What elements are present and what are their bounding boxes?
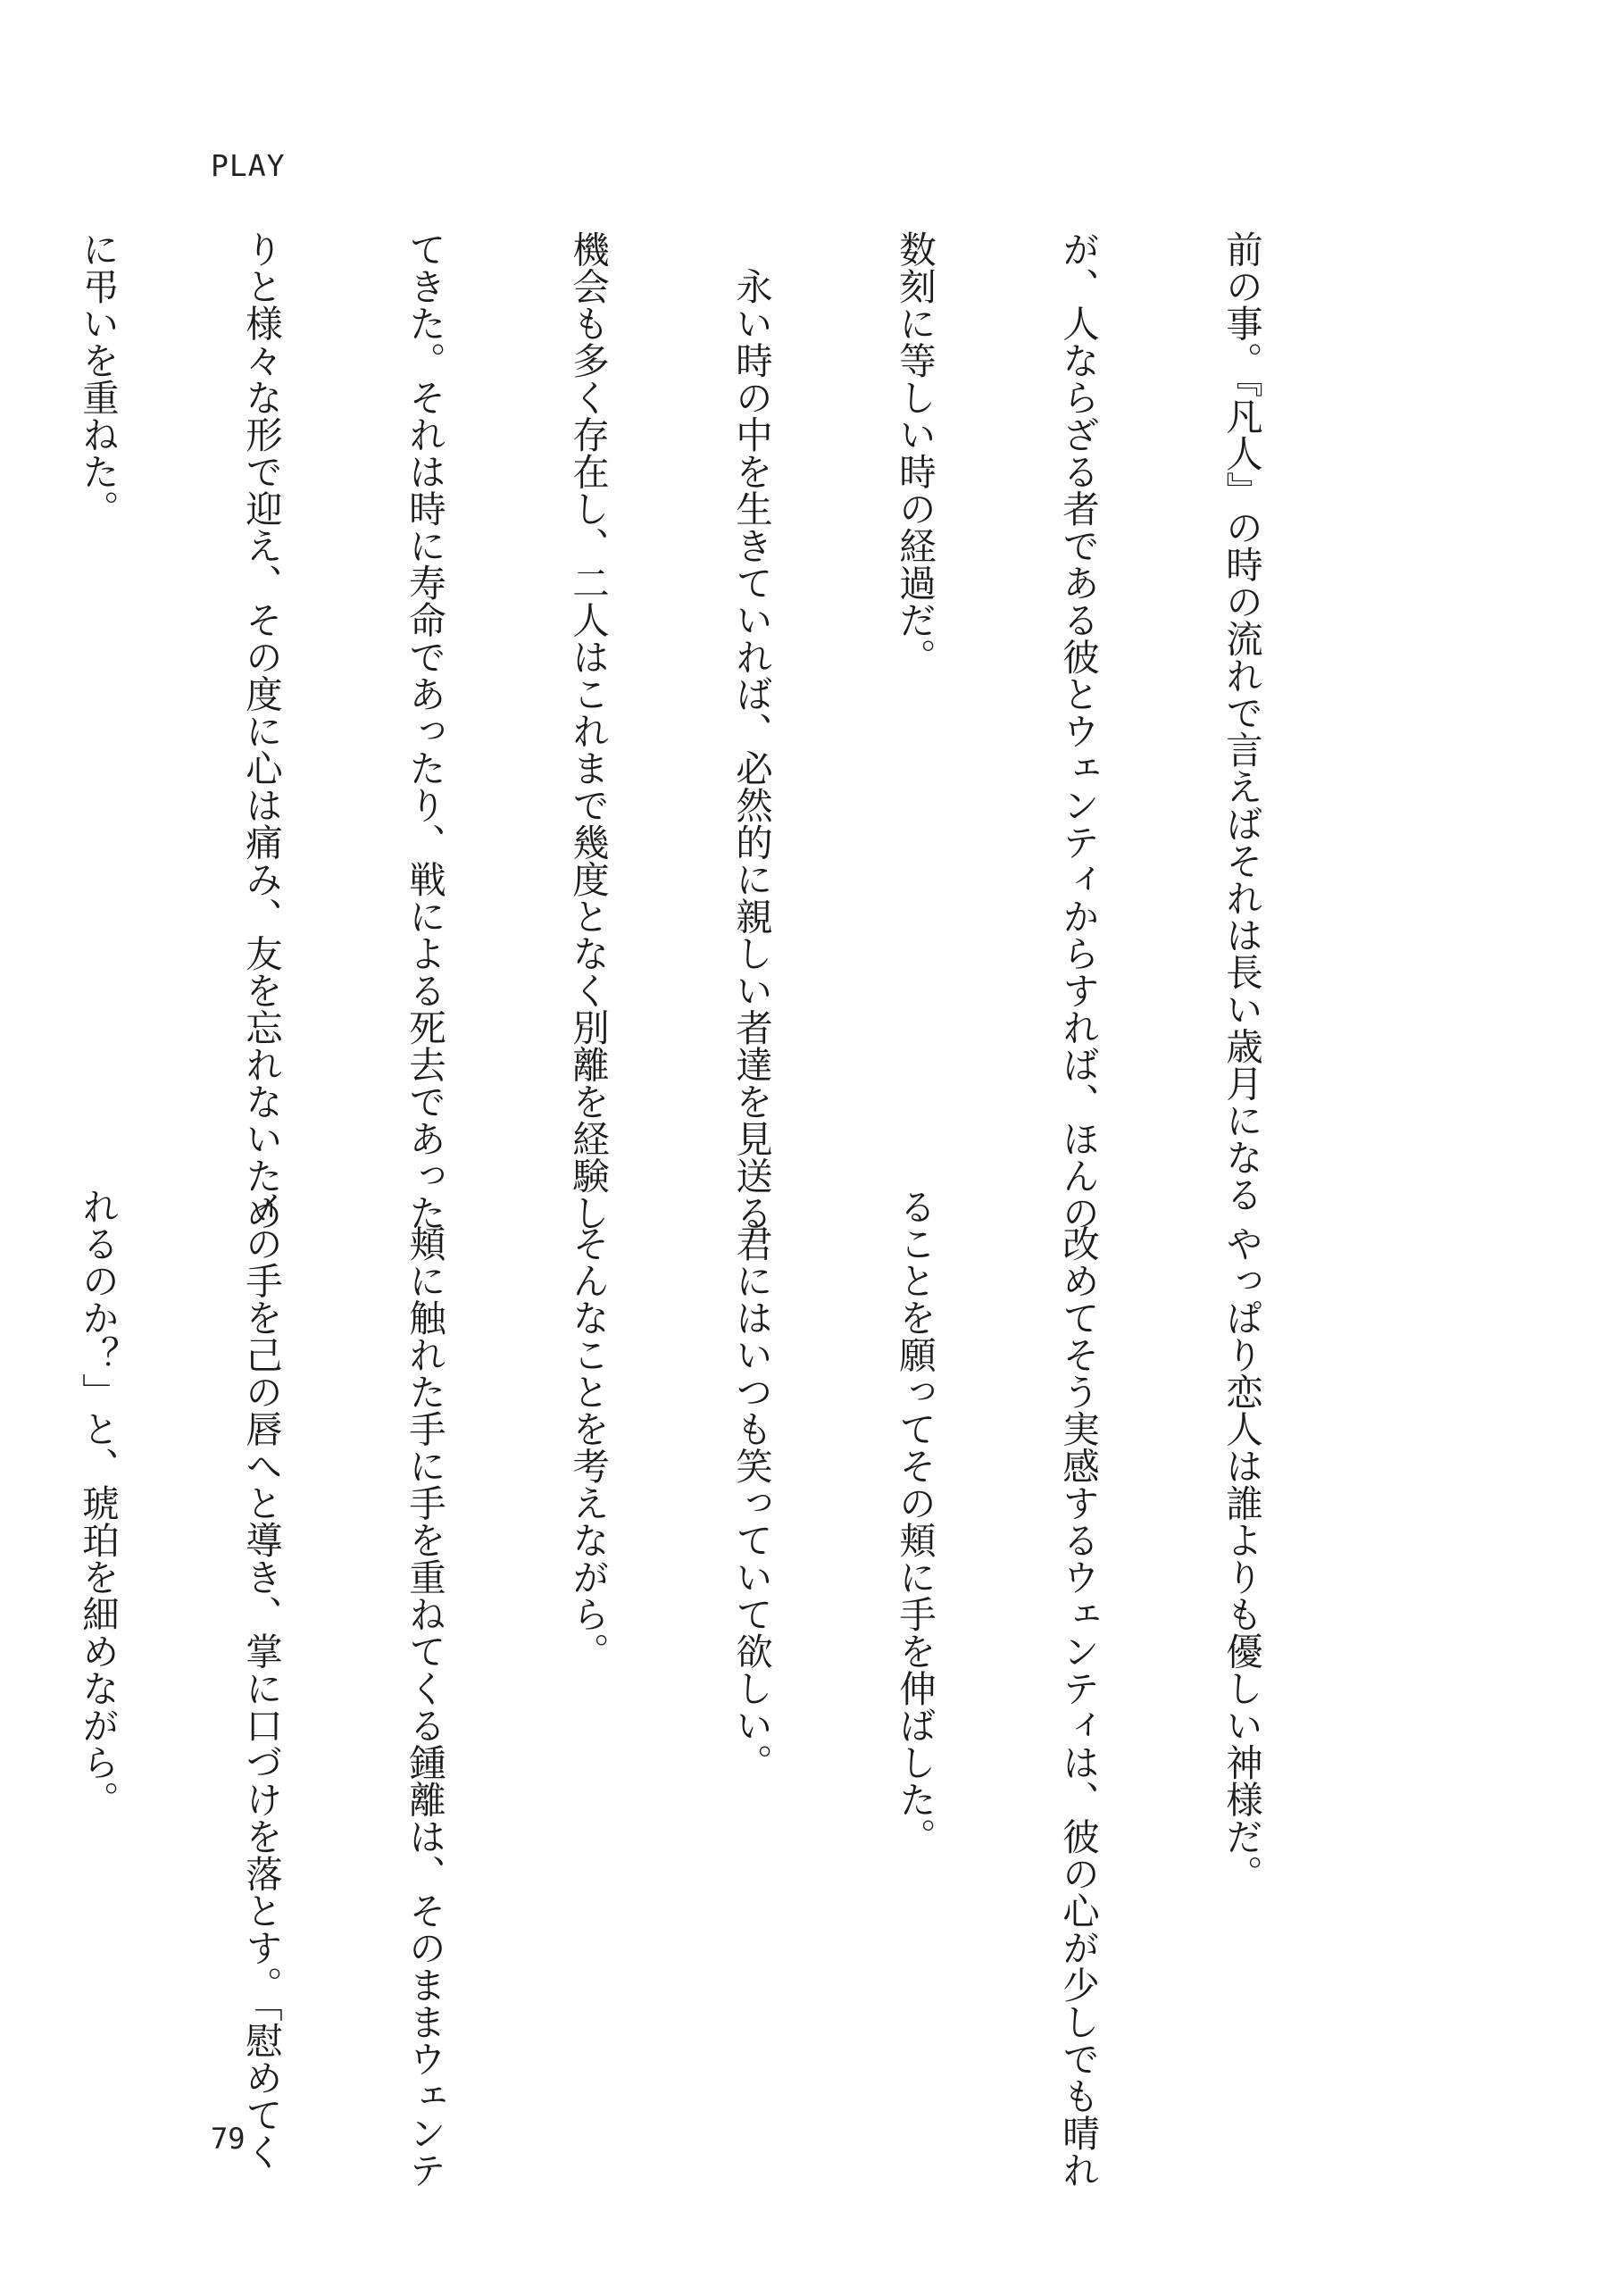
text-line: やっぱり恋人は誰よりも優しい神様だ。	[1220, 1188, 1263, 1892]
running-title: PLAY	[211, 148, 286, 183]
upper-text-block	[0, 230, 1378, 1231]
text-line: りと様々な形で迎え、その度に心は痛み、友を忘れないため	[239, 230, 283, 1231]
text-line: てきた。それは時に寿命であったり、戦による死去であった	[403, 230, 446, 1231]
text-line: 永い時の中を生きていれば、必然的に親しい者達を見送る	[729, 230, 773, 1231]
text-line: ることを願ってその頬に手を伸ばした。	[893, 1188, 937, 1855]
page-number: 79	[211, 2122, 246, 2156]
text-line: れるのか？」と、琥珀を細めながら。	[76, 1188, 120, 1818]
text-line: 君にはいつも笑っていて欲しい。	[729, 1188, 773, 1781]
text-line: 機会も多く存在し、二人はこれまで幾度となく別離を経験し	[566, 230, 610, 1231]
text-line: 頬に触れた手に手を重ねてくる鍾離は、そのままウェンテ	[403, 1188, 446, 2189]
text-line: 前の事。『凡人』の時の流れで言えばそれは長い歳月になる	[1220, 230, 1263, 1213]
text-line: 数刻に等しい時の経過だ。	[893, 230, 937, 675]
text-line: に弔いを重ねた。	[76, 230, 120, 527]
text-line: 改めてそう実感するウェンティは、彼の心が少しでも晴れ	[1056, 1188, 1100, 2189]
text-line: が、人ならざる者である彼とウェンティからすれば、ほんの	[1056, 230, 1100, 1231]
text-line: ィの手を己の唇へと導き、掌に口づけを落とす。「慰めてく	[239, 1188, 283, 2170]
text-line: そんなことを考えながら。	[566, 1188, 610, 1670]
